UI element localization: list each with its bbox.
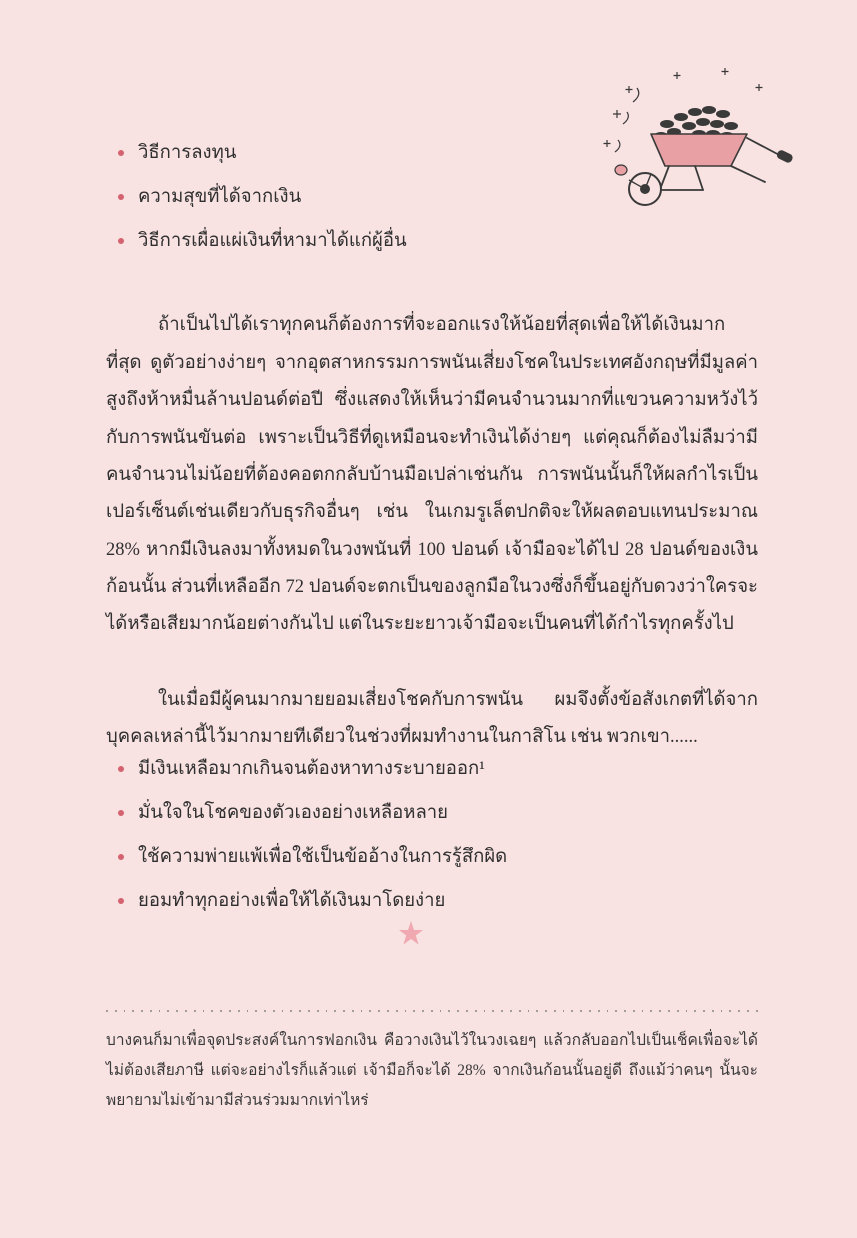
bullet-list-bottom: [106, 756, 758, 914]
body-paragraph-2: ในเมื่อมีผู้คนมากมายยอมเสี่ยงโชคกับการพนัน ผมจึงตั้งข้อสังเกตที่ได้จากบุคคลเหล่านี้ไว้มากมายทีเดียวในช่วงที่ผมทำงานในกาสิโน เช่น พวกเขา......: [106, 689, 758, 748]
list-item: ใช้ความพ่ายแพ้เพื่อใช้เป็นข้ออ้างในการรู้สึกผิด: [106, 844, 758, 871]
list-item: ความสุขที่ได้จากเงิน: [106, 184, 758, 211]
document-content: [106, 140, 758, 932]
list-item: ยอมทำทุกอย่างเพื่อให้ได้เงินมาโดยง่าย: [106, 888, 758, 915]
list-item: วิธีการเผื่อแผ่เงินที่หามาได้แก่ผู้อื่น: [106, 228, 758, 255]
star-icon: [398, 920, 424, 946]
body-paragraph-1: ถ้าเป็นไปได้เราทุกคนก็ต้องการที่จะออกแรงให้น้อยที่สุดเพื่อให้ได้เงินมากที่สุด ดูตัวอย่างง่ายๆ จากอุตสาหกรรมการพนันเสี่ยงโชคในประเทศอังกฤษที่มีมูลค่าสูงถึงห้าหมื่นล้านปอนด์ต่อปี ซึ่งแสดงให้เห็นว่ามีคนจำนวนมากที่แขวนความหวังไว้กับการพนันขันต่อ เพราะเป็นวิธีที่ดูเหมือนจะทำเงินได้ง่ายๆ แต่คุณก็ต้องไม่ลืมว่ามีคนจำนวนไม่น้อยที่ต้องคอตกกลับบ้านมือเปล่าเช่นกัน การพนันนั้นก็ให้ผลกำไรเป็นเปอร์เซ็นต์เช่นเดียวกับธุรกิจอื่นๆ เช่น ในเกมรูเล็ตปกติจะให้ผลตอบแทนประมาณ 28% หากมีเงินลงมาทั้งหมดในวงพนันที่ 100 ปอนด์ เจ้ามือจะได้ไป 28 ปอนด์ของเงินก้อนนั้น ส่วนที่เหลืออีก 72 ปอนด์จะตกเป็นของลูกมือในวงซึ่งก็ขึ้นอยู่กับดวงว่าใครจะได้หรือเสียมากน้อยต่างกันไป แต่ในระยะยาวเจ้ามือจะเป็นคนที่ได้กำไรทุกครั้งไป: [106, 315, 758, 635]
list-item: มั่นใจในโชคของตัวเองอย่างเหลือหลาย: [106, 800, 758, 827]
bullet-list-top: [106, 140, 758, 254]
list-item: วิธีการลงทุน: [106, 140, 758, 167]
list-item: มีเงินเหลือมากเกินจนต้องหาทางระบายออก¹: [106, 756, 758, 783]
footnote-separator: [106, 1010, 758, 1012]
footnote-text: บางคนก็มาเพื่อจุดประสงค์ในการฟอกเงิน คือวางเงินไว้ในวงเฉยๆ แล้วกลับออกไปเป็นเช็คเพื่อจะได้ไม่ต้องเสียภาษี แต่จะอย่างไรก็แล้วแต่ เจ้ามือก็จะได้ 28% จากเงินก้อนนั้นอยู่ดี ถึงแม้ว่าคนๆ นั้นจะพยายามไม่เข้ามามีส่วนร่วมมากเท่าไหร่: [106, 1032, 758, 1110]
footnote: [106, 1026, 758, 1117]
